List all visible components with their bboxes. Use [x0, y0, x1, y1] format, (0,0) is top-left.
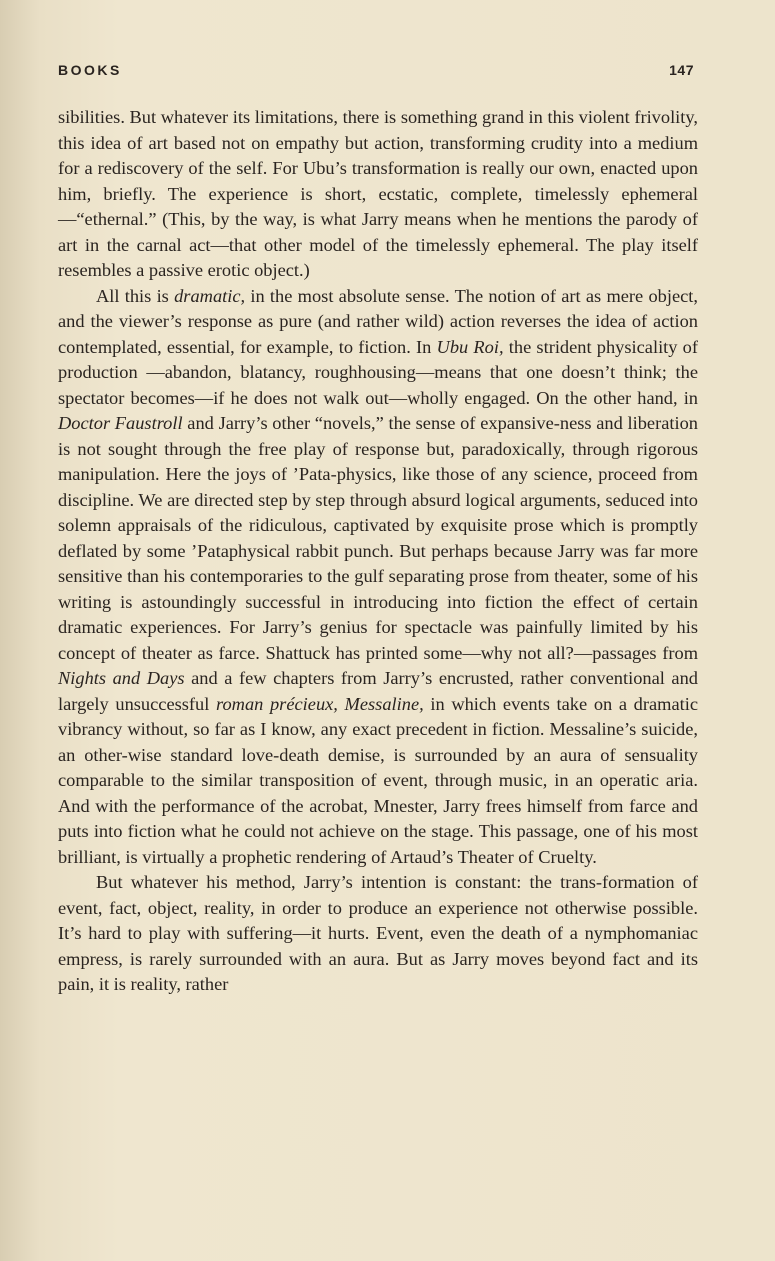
book-page: [58, 62, 698, 998]
body-text: [58, 105, 698, 998]
text-run: the strident physicality of production —abandon, blatancy, roughhousing—means that one doesn’t think; the spectator becomes—if he does not walk out—wholly engaged. On the other hand, in: [58, 336, 699, 408]
text-run: All this is: [96, 285, 175, 306]
page-number: 147: [669, 62, 694, 78]
italic-run: roman précieux, Messaline,: [216, 693, 424, 714]
text-run: But whatever his method, Jarry’s intention is constant: the trans-formation of event, fact, object, reality, in order to produce an experience not otherwise possible. It’s hard to play with suffering—it hurts. Event, even the death of a nymphomaniac empress, is rarely surrounded with an aura. But as Jarry moves beyond fact and its pain, it is reality, rather: [58, 872, 698, 994]
text-run: in which events take on a dramatic vibrancy without, so far as I know, any exact precedent in fiction. Messaline’s suicide, an other-wise standard love-death demise, is surrounded by an aura of sensuality comparable to the similar transposition of event, through music, in an operatic aria. And with the performance of the acrobat, Mnester, Jarry frees himself from farce and puts into fiction what he could not achieve on the stage. This passage, one of his most brilliant, is virtually a prophetic rendering of Artaud’s Theater of Cruelty.: [58, 693, 698, 867]
italic-run: Ubu Roi,: [436, 336, 504, 357]
italic-run: dramatic,: [174, 285, 246, 306]
paragraph-1: [58, 105, 698, 284]
paragraph-2: [58, 284, 698, 871]
text-run: and a few chapters from Jarry’s encrusted, rather conventional and largely unsuccessful: [58, 668, 698, 714]
paragraph-3: [58, 870, 698, 998]
text-run: sibilities. But whatever its limitations, there is something grand in this violent frivolity, this idea of art based not on empathy but action, transforming crudity into a medium for a rediscovery of the self. For Ubu’s transformation is really our own, enacted upon him, briefly. The experience is short, ecstatic, complete, timelessly ephemeral—“ethernal.” (This, by the way, is what Jarry means when he mentions the parody of art in the carnal act—that other model of the timelessly ephemeral. The play itself resembles a passive erotic object.): [58, 107, 698, 280]
text-run: in the most absolute sense. The notion of art as mere object, and the viewer’s response as pure (and rather wild) action reverses the idea of action contemplated, essential, for example, to fiction. In: [58, 285, 698, 357]
running-head: [58, 62, 698, 78]
italic-run: Nights and Days: [58, 668, 185, 688]
text-run: and Jarry’s other “novels,” the sense of expansive-ness and liberation is not sought through the free play of response but, paradoxically, through rigorous manipulation. Here the joys of ’Pata-physics, like those of any science, proceed from discipline. We are directed step by step through absurd logical arguments, seduced into solemn appraisals of the ridiculous, captivated by exquisite prose which is promptly deflated by some ’Pataphysical rabbit punch. But perhaps because Jarry was far more sensitive than his contemporaries to the gulf separating prose from theater, some of his writing is astoundingly successful in introducing into fiction the effect of certain dramatic experiences. For Jarry’s genius for spectacle was painfully limited by his concept of theater as farce. Shattuck has printed some—why not all?—passages from: [58, 413, 698, 663]
section-title: BOOKS: [58, 62, 122, 78]
italic-run: Doctor Faustroll: [58, 413, 183, 433]
